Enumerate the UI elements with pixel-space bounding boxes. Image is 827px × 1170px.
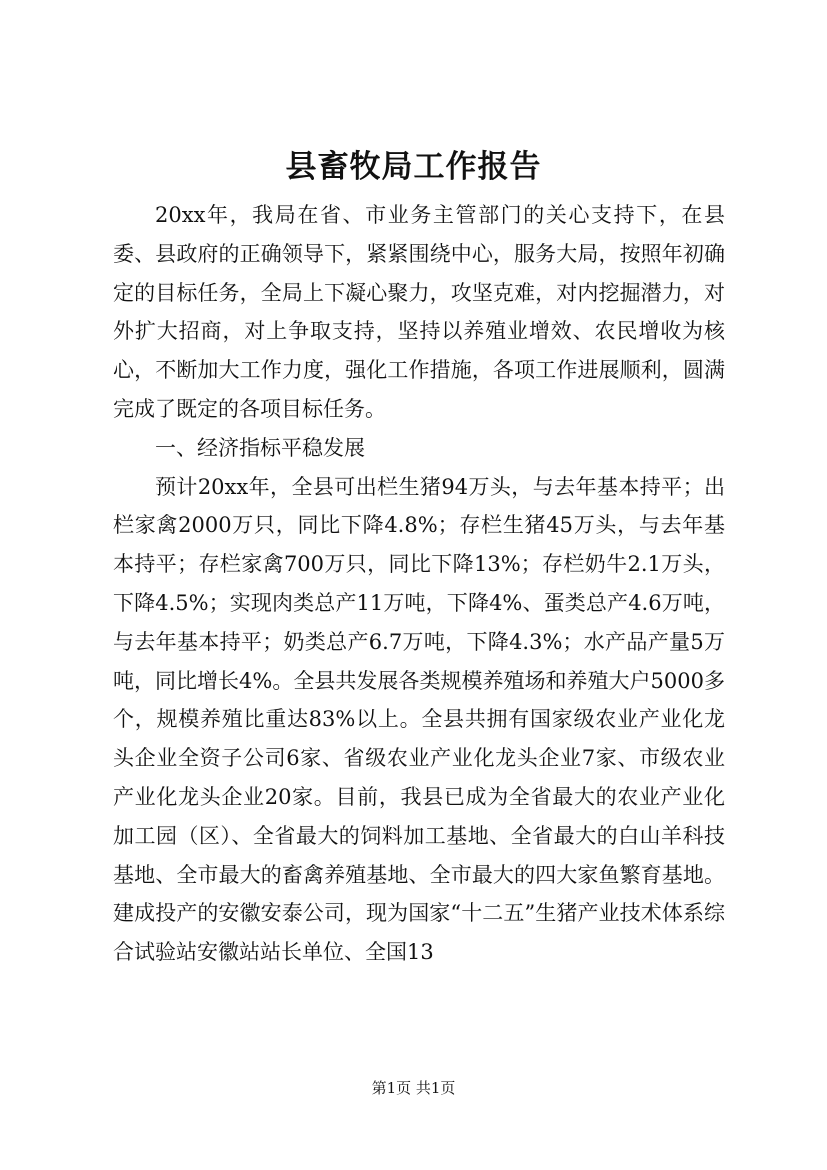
intro-paragraph: 20xx年，我局在省、市业务主管部门的关心支持下，在县委、县政府的正确领导下，紧紧围绕中心，服务大局，按照年初确定的目标任务，全局上下凝心聚力，攻坚克难，对内挖掘潜力，对外扩大招商，对上争取支持，坚持以养殖业增效、农民增收为核心，不断加大工作力度，强化工作措施，各项工作进展顺利，圆满完成了既定的各项目标任务。: [113, 203, 725, 421]
document-body: [113, 196, 725, 972]
section-heading: 一、经济指标平稳发展: [155, 435, 365, 460]
page-footer: 第1页 共1页: [371, 1079, 456, 1097]
document-title: 县畜牧局工作报告: [285, 149, 542, 185]
economic-indicators-paragraph: 预计20xx年，全县可出栏生猪94万头，与去年基本持平；出栏家禽2000万只，同比下降4.8%；存栏生猪45万头，与去年基本持平；存栏家禽700万只，同比下降13%；存栏奶牛2.1万头，下降4.5%；实现肉类总产11万吨，下降4%、蛋类总产4.6万吨，与去年基本持平；奶类总产6.7万吨，下降4.3%；水产品产量5万吨，同比增长4%。全县共发展各类规模养殖场和养殖大户5000多个，规模养殖比重达83%以上。全县共拥有国家级农业产业化龙头企业全资子公司6家、省级农业产业化龙头企业7家、市级农业产业化龙头企业20家。目前，我县已成为全省最大的农业产业化加工园（区）、全省最大的饲料加工基地、全省最大的白山羊科技基地、全市最大的畜禽养殖基地、全市最大的四大家鱼繁育基地。建成投产的安徽安泰公司，现为国家“十二五”生猪产业技术体系综合试验站安徽站站长单位、全国13: [113, 474, 725, 965]
